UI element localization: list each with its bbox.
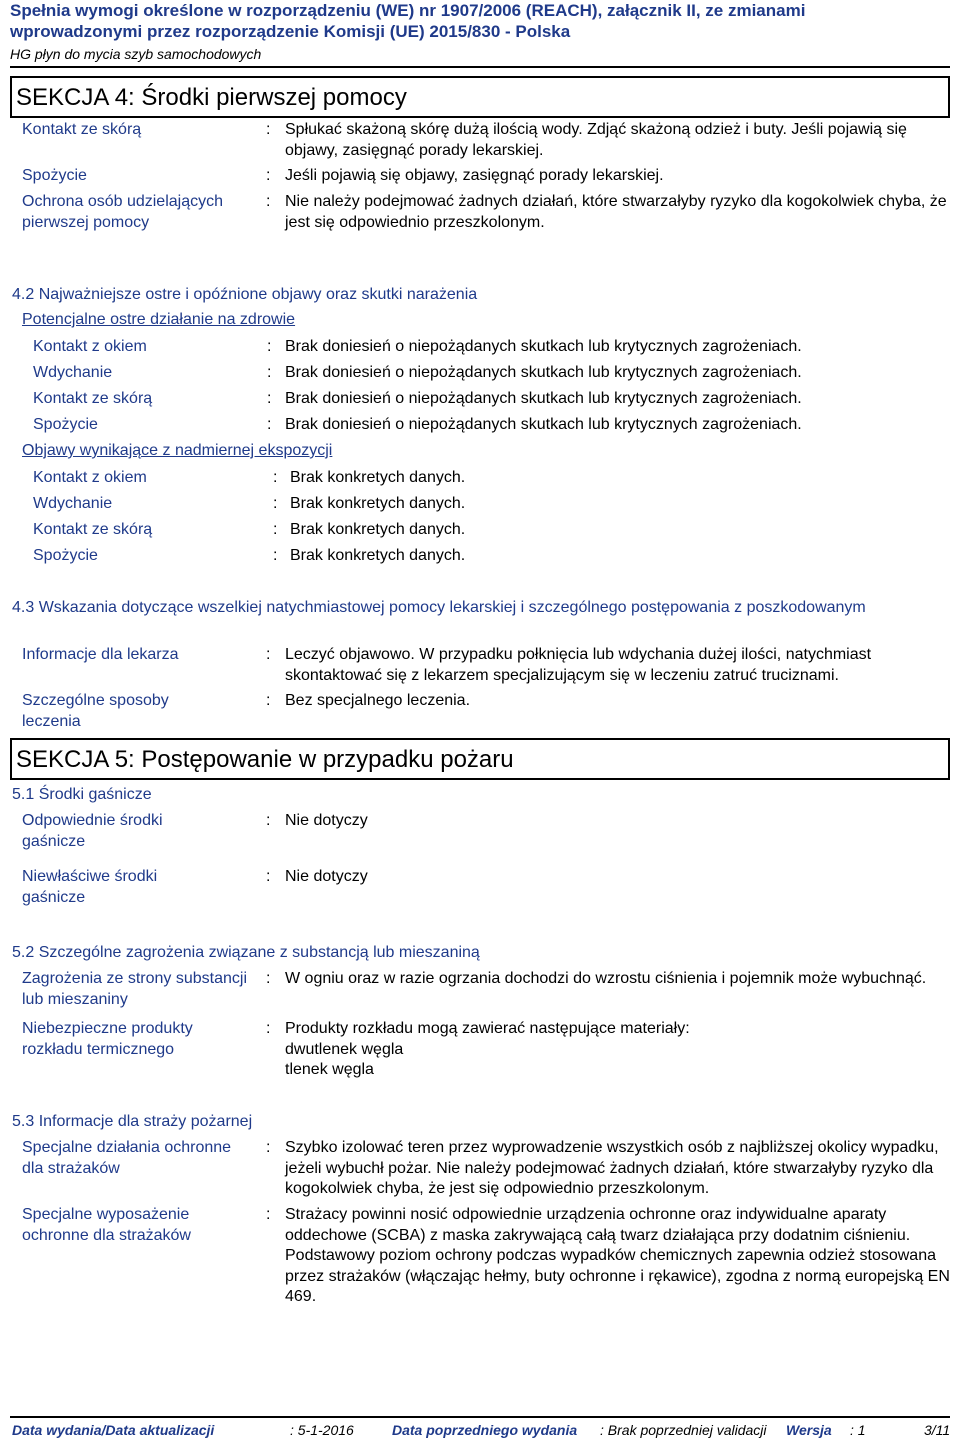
page-number: 3/11 bbox=[924, 1422, 951, 1438]
document-header bbox=[10, 0, 950, 62]
row-colon: : bbox=[266, 812, 271, 829]
row-value: Bez specjalnego leczenia. bbox=[285, 692, 471, 709]
row-value: Nie dotyczy bbox=[285, 868, 368, 885]
row-value: Brak doniesień o niepożądanych skutkach lub krytycznych zagrożeniach. bbox=[285, 364, 802, 381]
row-value: Strażacy powinni nosić odpowiednie urządzenia ochronne oraz indywidualne aparaty oddechowe (SCBA) z maska zakrywającą całą twarz działająca przy dodatnim ciśnieniu. Podstawowy poziom ochrony podczas wypadków chemicznych zapewnia odzież stosowana przez strażaków (włączając hełmy, buty ochronne i rękawice), zgodna z normą europejską EN 469. bbox=[285, 1206, 950, 1305]
row-value: Spłukać skażoną skórę dużą ilością wody. Zdjąć skażoną odzież i buty. Jeśli pojawią się objawy, zasięgnąć porady lekarskiej. bbox=[285, 121, 907, 159]
row-colon: : bbox=[273, 547, 278, 564]
row-label: Spożycie bbox=[33, 416, 98, 433]
row-label: Niebezpieczne produkty rozkładu termicznego bbox=[22, 1020, 193, 1058]
row-colon: : bbox=[266, 193, 271, 210]
issue-date-label: Data wydania/Data aktualizacji bbox=[12, 1422, 215, 1438]
row-colon: : bbox=[267, 364, 272, 381]
regulation-title-line2: wprowadzonymi przez rozporządzenie Komisji (UE) 2015/830 - Polska bbox=[10, 22, 571, 41]
row-colon: : bbox=[266, 692, 271, 709]
row-label: Kontakt z okiem bbox=[33, 338, 147, 355]
version-label: Wersja bbox=[786, 1422, 832, 1438]
row-colon: : bbox=[266, 1206, 271, 1223]
subsection-5-1-title: 5.1 Środki gaśnicze bbox=[12, 786, 152, 803]
row-colon: : bbox=[273, 521, 278, 538]
row-value: Brak konkretych danych. bbox=[290, 547, 466, 564]
regulation-title-line1: Spełnia wymogi określone w rozporządzeniu (WE) nr 1907/2006 (REACH), załącznik II, ze zmianami bbox=[10, 1, 806, 20]
subsection-4-2-title: 4.2 Najważniejsze ostre i opóźnione objawy oraz skutki narażenia bbox=[12, 286, 478, 303]
row-value: Brak konkretych danych. bbox=[290, 469, 466, 486]
row-value: Jeśli pojawią się objawy, zasięgnąć porady lekarskiej. bbox=[285, 167, 664, 184]
decomposition-item: tlenek węgla bbox=[285, 1061, 374, 1078]
row-label: Spożycie bbox=[33, 547, 98, 564]
section-5-heading: SEKCJA 5: Postępowanie w przypadku pożaru bbox=[10, 738, 950, 780]
subsection-5-2-title: 5.2 Szczególne zagrożenia związane z substancją lub mieszaniną bbox=[12, 944, 480, 961]
row-label: Kontakt ze skórą bbox=[22, 121, 142, 138]
row-value: Nie należy podejmować żadnych działań, które stwarzałyby ryzyko dla kogokolwiek chyba, że jest się odpowiednio przeszkolonym. bbox=[285, 193, 947, 231]
section-4-heading: SEKCJA 4: Środki pierwszej pomocy bbox=[10, 76, 950, 118]
row-label: Specjalne wyposażenie ochronne dla strażaków bbox=[22, 1206, 191, 1244]
row-label: Informacje dla lekarza bbox=[22, 646, 179, 663]
subsection-4-3-title: 4.3 Wskazania dotyczące wszelkiej natychmiastowej pomocy lekarskiej i szczególnego postępowania z poszkodowanym bbox=[12, 599, 866, 616]
row-colon: : bbox=[266, 868, 271, 885]
decomposition-item: dwutlenek węgla bbox=[285, 1040, 404, 1058]
row-value: Brak doniesień o niepożądanych skutkach lub krytycznych zagrożeniach. bbox=[285, 338, 802, 355]
row-colon: : bbox=[273, 469, 278, 486]
row-value: Brak doniesień o niepożądanych skutkach lub krytycznych zagrożeniach. bbox=[285, 390, 802, 407]
row-label: Kontakt z okiem bbox=[33, 469, 147, 486]
row-colon: : bbox=[266, 646, 271, 663]
row-value: W ogniu oraz w razie ogrzania dochodzi do wzrostu ciśnienia i pojemnik może wybuchnąć. bbox=[285, 970, 927, 987]
row-label: Ochrona osób udzielających pierwszej pomocy bbox=[22, 193, 224, 231]
row-label: Specjalne działania ochronne dla strażaków bbox=[22, 1139, 232, 1177]
version-value: : 1 bbox=[850, 1422, 866, 1438]
previous-issue-value: : Brak poprzedniej validacji bbox=[600, 1422, 767, 1438]
row-label: Wdychanie bbox=[33, 495, 113, 512]
row-colon: : bbox=[266, 1020, 271, 1037]
row-colon: : bbox=[267, 338, 272, 355]
subsection-5-3-title: 5.3 Informacje dla straży pożarnej bbox=[12, 1113, 253, 1130]
row-label: Niewłaściwe środki gaśnicze bbox=[22, 868, 158, 906]
row-label: Odpowiednie środki gaśnicze bbox=[22, 812, 163, 850]
overexposure-heading: Objawy wynikające z nadmiernej ekspozycji bbox=[22, 442, 333, 459]
issue-date-value: : 5-1-2016 bbox=[290, 1422, 354, 1438]
row-value: Szybko izolować teren przez wyprowadzenie wszystkich osób z najbliższej okolicy wypadku, jeżeli wybuchł pożar. Nie należy podejmować żadnych działań, które stwarzałyby ryzyko dla kogokolwiek chyba, że jest się odpowiednio przeszkolonym. bbox=[285, 1139, 939, 1197]
row-colon: : bbox=[266, 167, 271, 184]
row-label: Spożycie bbox=[22, 167, 87, 184]
row-value: Leczyć objawowo. W przypadku połknięcia lub wdychania dużej ilości, natychmiast skontaktować się z lekarzem specjalizującym się w leczeniu zatruć truciznami. bbox=[285, 646, 872, 684]
header-rule bbox=[10, 66, 950, 68]
row-colon: : bbox=[273, 495, 278, 512]
row-label: Kontakt ze skórą bbox=[33, 390, 153, 407]
row-value: Brak konkretych danych. bbox=[290, 495, 466, 512]
previous-issue-label: Data poprzedniego wydania bbox=[392, 1422, 578, 1438]
row-label: Kontakt ze skórą bbox=[33, 521, 153, 538]
row-value: Brak konkretych danych. bbox=[290, 521, 466, 538]
row-colon: : bbox=[266, 121, 271, 138]
row-colon: : bbox=[266, 970, 271, 987]
row-value bbox=[285, 1019, 953, 1081]
row-colon: : bbox=[267, 390, 272, 407]
row-label: Wdychanie bbox=[33, 364, 113, 381]
row-value: Nie dotyczy bbox=[285, 812, 368, 829]
row-label: Szczególne sposoby leczenia bbox=[22, 692, 169, 730]
row-value: Brak doniesień o niepożądanych skutkach lub krytycznych zagrożeniach. bbox=[285, 416, 802, 433]
row-colon: : bbox=[267, 416, 272, 433]
decomposition-intro: Produkty rozkładu mogą zawierać następujące materiały: bbox=[285, 1020, 690, 1037]
product-name: HG płyn do mycia szyb samochodowych bbox=[10, 46, 262, 62]
row-label: Zagrożenia ze strony substancji lub mieszaniny bbox=[22, 970, 247, 1008]
document-footer bbox=[10, 1416, 951, 1438]
acute-effects-heading: Potencjalne ostre działanie na zdrowie bbox=[22, 311, 296, 328]
row-colon: : bbox=[266, 1139, 271, 1156]
